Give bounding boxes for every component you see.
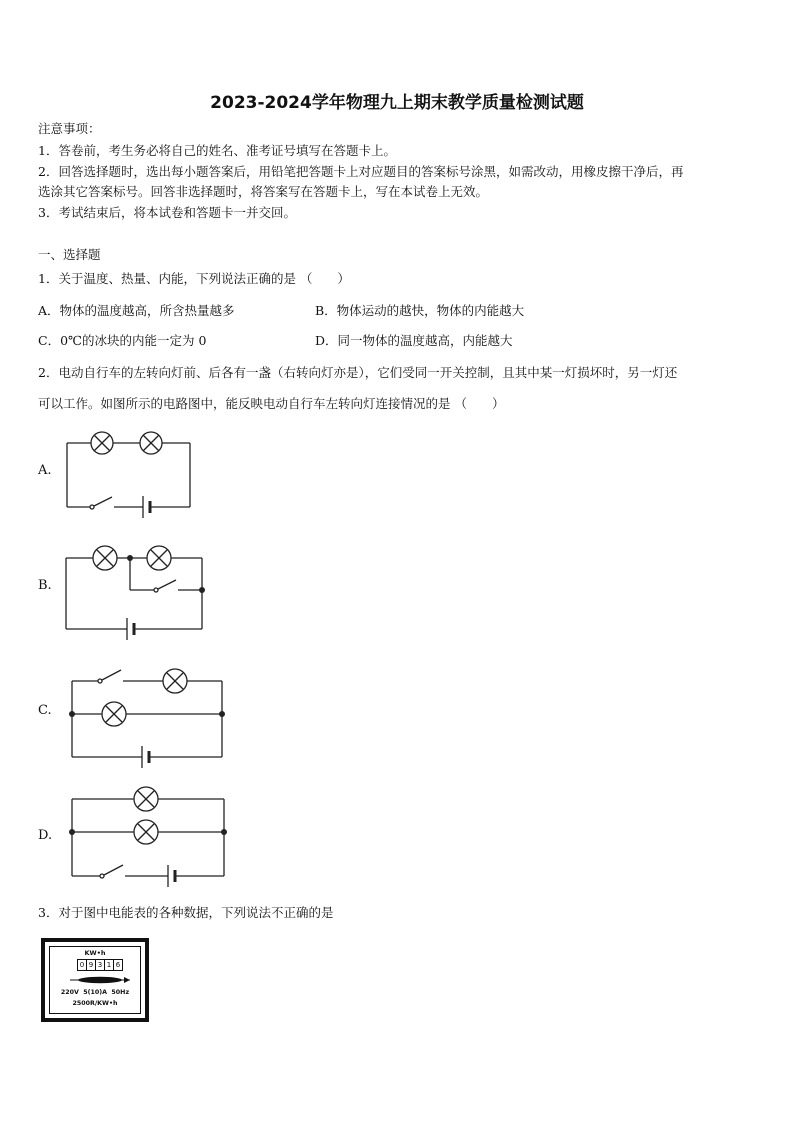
- meter-digit: 0: [77, 959, 87, 971]
- q2-stem-line2: 可以工作。如图所示的电路图中，能反映电动自行车左转向灯连接情况的是 （ ）: [38, 396, 505, 411]
- q1-stem: 1．关于温度、热量、内能，下列说法正确的是 （ ）: [38, 271, 350, 286]
- meter-constant: 2500R/KW•h: [72, 1000, 118, 1007]
- lamp-icon: [134, 787, 158, 811]
- notice-item-1: 1．答卷前，考生务必将自己的姓名、准考证号填写在答题卡上。: [38, 143, 396, 158]
- q3-stem: 3．对于图中电能表的各种数据，下列说法不正确的是: [38, 905, 334, 920]
- meter-counter: [78, 959, 123, 971]
- notice-item-2-cont: 选涂其它答案标号。回答非选择题时，将答案写在答题卡上，写在本试卷上无效。: [38, 184, 489, 199]
- meter-digit: 1: [104, 959, 114, 971]
- meter-disc-icon: [70, 975, 130, 985]
- circuit-d: [69, 787, 227, 887]
- q2-option-b-label: B.: [38, 578, 52, 593]
- page-title: 2023-2024学年物理九上期末教学质量检测试题: [210, 93, 584, 113]
- q2-option-d-label: D.: [38, 828, 53, 843]
- q1-option-d: D．同一物体的温度越高，内能越大: [315, 333, 513, 348]
- q1-option-b: B．物体运动的越快，物体的内能越大: [315, 303, 525, 318]
- meter-rating: 220V 5(10)A 50Hz: [60, 989, 130, 996]
- q1-option-c: C．0℃的冰块的内能一定为 0: [38, 333, 207, 348]
- notice-item-3: 3．考试结束后，将本试卷和答题卡一并交回。: [38, 205, 296, 220]
- section-heading: 一、选择题: [38, 247, 101, 262]
- q2-option-a-label: A.: [38, 463, 52, 478]
- electric-meter: [41, 938, 149, 1022]
- q1-option-a: A．物体的温度越高，所含热量越多: [38, 303, 235, 318]
- switch-icon: [100, 865, 123, 878]
- meter-digit: 9: [86, 959, 96, 971]
- q2-option-c-label: C.: [38, 703, 52, 718]
- meter-unit: KW•h: [84, 949, 106, 957]
- notice-item-2: 2．回答选择题时，选出每小题答案后，用铅笔把答题卡上对应题目的答案标号涂黑，如需改动，用橡皮擦干净后，再: [38, 164, 684, 179]
- battery-icon: [168, 865, 175, 887]
- lamp-icon: [134, 820, 158, 844]
- notice-heading: 注意事项：: [38, 121, 101, 136]
- meter-digit: 6: [113, 959, 123, 971]
- q2-stem-line1: 2．电动自行车的左转向灯前、后各有一盏（右转向灯亦是），它们受同一开关控制，且其中某一灯损坏时，另一灯还: [38, 365, 678, 380]
- meter-digit: 3: [95, 959, 105, 971]
